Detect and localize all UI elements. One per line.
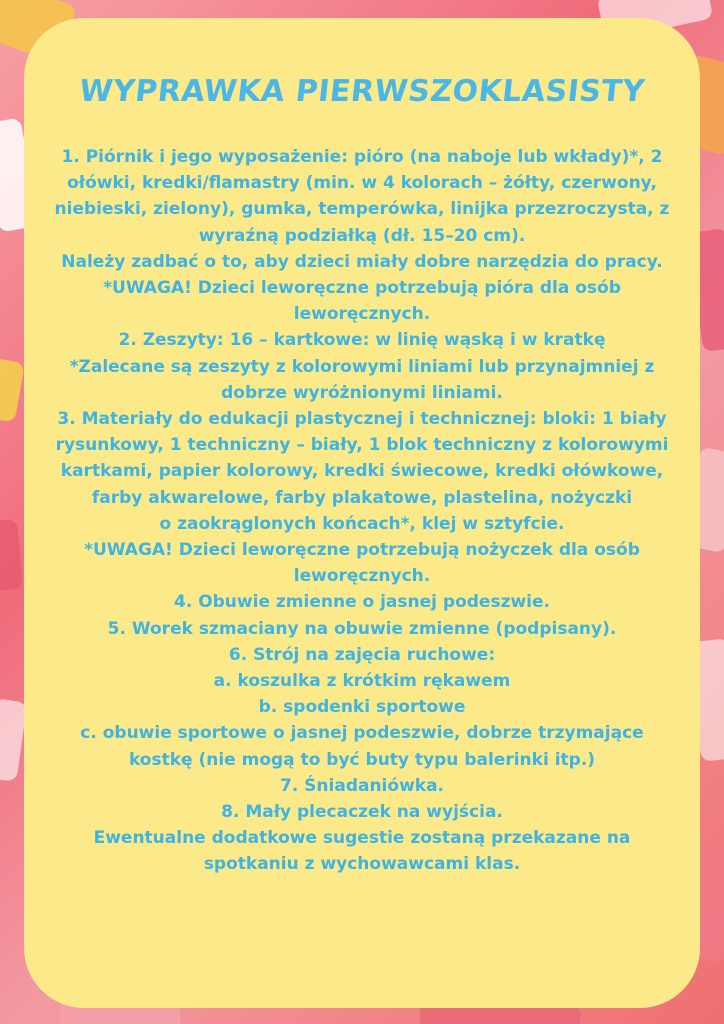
list-item: 1. Piórnik i jego wyposażenie: pióro (na naboje lub wkłady)*, 2 ołówki, kredki/flamastry (min. w 4 kolorach – żółty, czerwony, niebieski, zielony), gumka, temperówka, linijka przezroczysta, z wyraźną podziałką (dł. 15–20 cm).	[54, 147, 670, 246]
list-item: 3. Materiały do edukacji plastycznej i technicznej: bloki: 1 biały rysunkowy, 1 techniczny – biały, 1 blok techniczny z kolorowymi kartkami, papier kolorowy, kredki świecowe, kredki ołówkowe, farby akwarelowe, farby plakatowe, plastelina, nożyczki	[55, 409, 669, 508]
bg-shape	[0, 357, 25, 422]
closing-note: Ewentualne dodatkowe sugestie zostaną przekazane na spotkaniu z wychowawcami klas.	[93, 828, 631, 875]
sub-list-item: c. obuwie sportowe o jasnej podeszwie, dobrze trzymające kostkę (nie mogą to być buty typu balerinki itp.)	[80, 723, 644, 770]
list-item: 8. Mały plecaczek na wyjścia.	[221, 802, 503, 823]
list-item: 5. Worek szmaciany na obuwie zmienne (podpisany).	[107, 618, 617, 639]
note-item: *Zalecane są zeszyty z kolorowymi liniami lub przynajmniej z dobrze wyróżnionymi liniami.	[69, 356, 655, 403]
list-item: 6. Strój na zajęcia ruchowe:	[228, 644, 496, 665]
note-item: *UWAGA! Dzieci leworęczne potrzebują nożyczek dla osób leworęcznych.	[84, 540, 640, 587]
supply-list	[50, 144, 674, 878]
bg-shape	[0, 519, 23, 591]
page-title: WYPRAWKA PIERWSZOKLASISTY	[77, 74, 647, 109]
list-item: 2. Zeszyty: 16 – kartkowe: w linię wąską i w kratkę	[118, 330, 606, 351]
content-card	[24, 18, 700, 1008]
list-item: o zaokrąglonych końcach*, klej w sztyfcie.	[159, 513, 565, 534]
list-item: Należy zadbać o to, aby dzieci miały dobre narzędzia do pracy.	[61, 251, 663, 272]
list-item: 7. Śniadaniówka.	[279, 775, 445, 796]
list-item: 4. Obuwie zmienne o jasnej podeszwie.	[173, 592, 550, 613]
sub-list-item: b. spodenki sportowe	[258, 697, 466, 718]
note-item: *UWAGA! Dzieci leworęczne potrzebują pióra dla osób leworęcznych.	[103, 278, 621, 325]
sub-list-item: a. koszulka z krótkim rękawem	[213, 671, 511, 692]
